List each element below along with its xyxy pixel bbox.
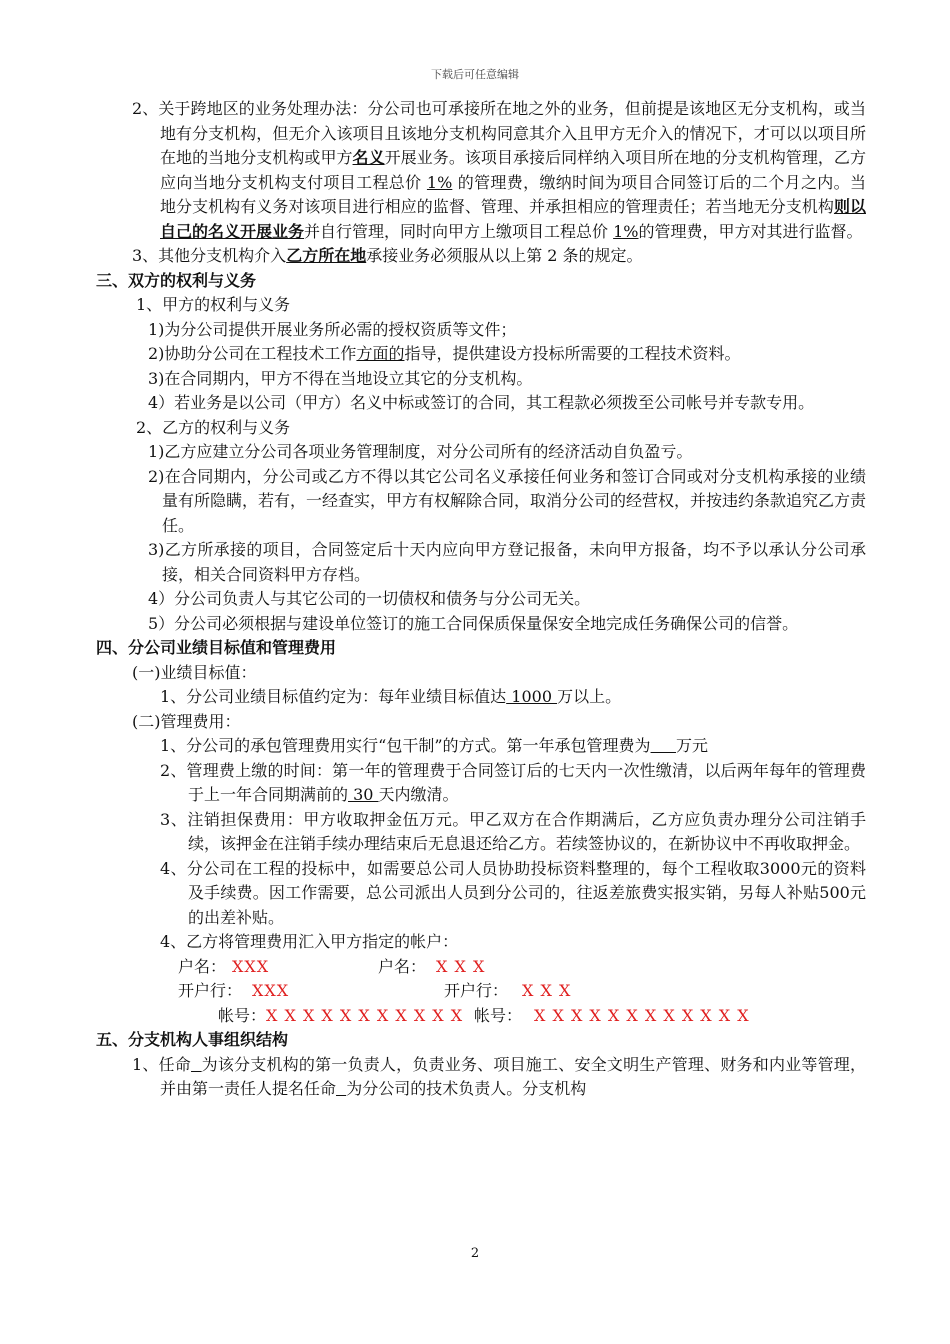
- account-bank-label-b: 开户行：: [444, 981, 509, 1000]
- page-header: 下载后可任意编辑: [431, 68, 519, 81]
- section-4-2-item-1: 1、分公司的承包管理费用实行“包干制”的方式。第一年承包管理费为 万元: [160, 736, 708, 755]
- account-number-row: [96, 1004, 866, 1029]
- section-3-heading: 三、双方的权利与义务: [96, 270, 257, 290]
- document-body: [96, 97, 866, 1102]
- account-name-label-a: 户名：: [178, 956, 227, 976]
- account-number-label-b: 帐号：: [474, 1005, 523, 1025]
- account-name-b: X X X: [436, 956, 486, 976]
- account-name-a: XXX: [232, 956, 270, 976]
- section-4-heading: 四、分公司业绩目标值和管理费用: [96, 638, 337, 657]
- account-bank-b: X X X: [522, 981, 572, 1000]
- section-3-1-item-3: 3)在合同期内，甲方不得在当地设立其它的分支机构。: [148, 368, 533, 388]
- account-number-label-a: 帐号：: [218, 1005, 267, 1025]
- section-4-1-item-1: 1、分公司业绩目标值约定为：每年业绩目标值达 1000 万以上。: [160, 687, 622, 706]
- account-name-row: [96, 955, 866, 980]
- account-bank-a: XXX: [252, 981, 290, 1000]
- section-4-2-item-2: 2、管理费上缴的时间：第一年的管理费于合同签订后的七天内一次性缴清，以后两年每年的管理费于上一年合同期满前的 30 天内缴清。: [160, 760, 866, 804]
- section-5-heading: 五、分支机构人事组织结构: [96, 1030, 289, 1049]
- page-number: 2: [470, 1246, 480, 1261]
- section-3-2-item-3: 3)乙方所承接的项目，合同签定后十天内应向甲方登记报备，未向甲方报备，均不予以承认分公司承接，相关合同资料甲方存档。: [148, 540, 866, 584]
- section-3-2-item-4: 4）分公司负责人与其它公司的一切债权和债务与分公司无关。: [148, 589, 591, 608]
- section-5-item-1: 1、任命 为该分支机构的第一负责人，负责业务、项目施工、安全文明生产管理、财务和内业等管理，并由第一责任人提名任命 为分公司的技术负责人。分支机构: [132, 1054, 866, 1098]
- section-3-2-item-2: 2)在合同期内，分公司或乙方不得以其它公司名义承接任何业务和签订合同或对分支机构承接的业绩量有所隐瞒，若有，一经查实，甲方有权解除合同，取消分公司的经营权，并按违约条款追究乙方责任。: [148, 466, 867, 535]
- section-3-1-item-1: 1)为分公司提供开展业务所必需的授权资质等文件；: [148, 319, 517, 339]
- section-4-2-title: (二)管理费用：: [132, 711, 241, 731]
- account-number-b: X X X X X X X X X X X X: [534, 1005, 750, 1025]
- account-number-a: X X X X X X X X X X X: [266, 1005, 464, 1025]
- section-3-2-item-5: 5）分公司必须根据与建设单位签订的施工合同保质保量保安全地完成任务确保公司的信誉。: [148, 613, 799, 633]
- clause-2-3: 3、其他分支机构介入乙方所在地承接业务必须服从以上第 2 条的规定。: [132, 246, 643, 265]
- account-bank-row: [96, 979, 866, 1004]
- section-3-2-item-1: 1)乙方应建立分公司各项业务管理制度，对分公司所有的经济活动自负盈亏。: [148, 442, 693, 461]
- account-name-label-b: 户名：: [378, 956, 427, 976]
- section-4-1-title: (一)业绩目标值：: [132, 662, 257, 682]
- section-3-1-item-2: 2)协助分公司在工程技术工作方面的指导，提供建设方投标所需要的工程技术资料。: [148, 344, 741, 363]
- section-4-2-item-5: 4、乙方将管理费用汇入甲方指定的帐户：: [160, 932, 459, 951]
- section-4-2-item-3: 3、注销担保费用：甲方收取押金伍万元。甲乙双方在合作期满后，乙方应负责办理分公司注销手续，该押金在注销手续办理结束后无息退还给乙方。若续签协议的，在新协议中不再收取押金。: [160, 809, 866, 853]
- section-4-2-item-4: 4、分公司在工程的投标中，如需要总公司人员协助投标资料整理的，每个工程收取3000元的资料及手续费。因工作需要，总公司派出人员到分公司的，往返差旅费实报实销，另每人补贴500元的出差补贴。: [160, 858, 866, 927]
- section-3-1-title: 1、甲方的权利与义务: [136, 295, 291, 314]
- section-3-1-item-4: 4）若业务是以公司（甲方）名义中标或签订的合同，其工程款必须拨至公司帐号并专款专用。: [148, 393, 815, 412]
- clause-2-2: 2、关于跨地区的业务处理办法：分公司也可承接所在地之外的业务，但前提是该地区无分支机构，或当地有分支机构，但无介入该项目且该地分支机构同意其介入且甲方无介入的情况下，才可以以项目所在地的当地分支机构或甲方名义开展业务。该项目承接后同样纳入项目所在地的分支机构管理，乙方应向当地分支机构支付项目工程总价 1% 的管理费，缴纳时间为项目合同签订后的二个月之内。当地分支机构有义务对该项目进行相应的监督、管理、并承担相应的管理责任；若当地无分支机构则以自己的名义开展业务并自行管理，同时向甲方上缴项目工程总价 1%的管理费，甲方对其进行监督。: [132, 99, 866, 241]
- section-3-2-title: 2、乙方的权利与义务: [136, 417, 291, 437]
- account-bank-label-a: 开户行：: [178, 981, 243, 1000]
